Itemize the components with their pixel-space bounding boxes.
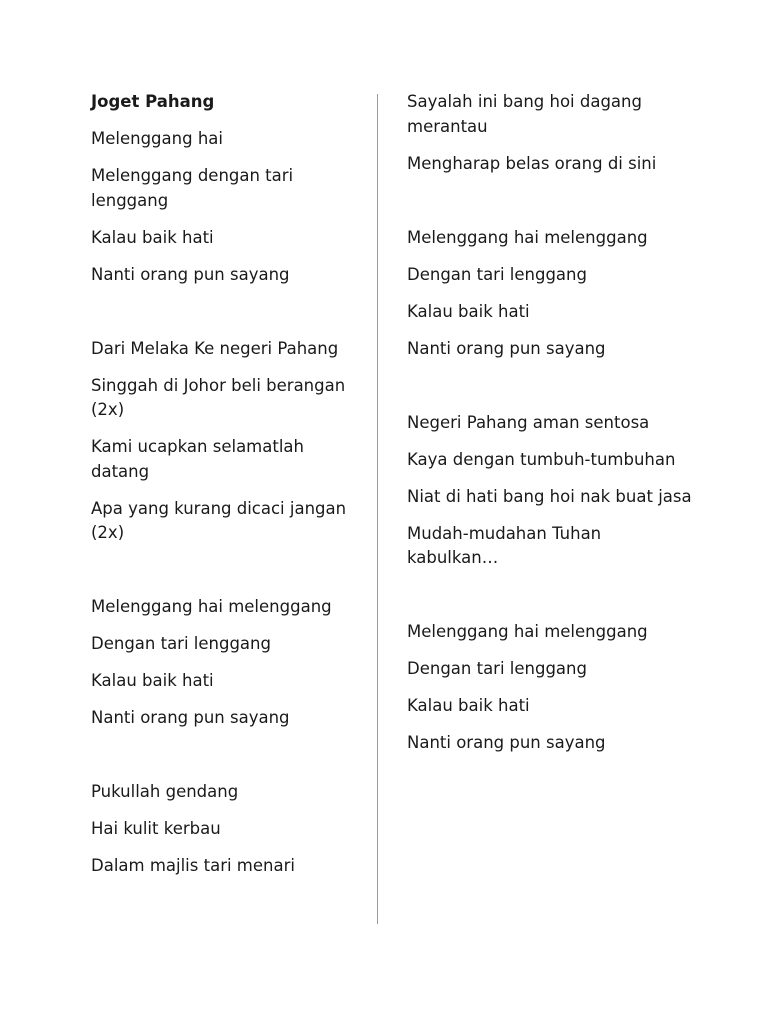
stanza-break: [91, 558, 366, 583]
lyric-line: Dengan tari lenggang: [407, 264, 587, 284]
stanza-break: [91, 743, 366, 768]
lyric-line: Singgah di Johor beli berangan (2x): [91, 375, 346, 419]
lyric-line: Melenggang hai melenggang: [407, 622, 648, 641]
lyric-line: Kalau baik hati: [91, 227, 214, 247]
lyric-line: Melenggang dengan tari lenggang: [91, 166, 294, 210]
lyric-line: Nanti orang pun sayang: [91, 708, 290, 727]
column-divider: [377, 94, 378, 924]
stanza-break: [91, 300, 366, 325]
lyric-line: Kaya dengan tumbuh-tumbuhan: [407, 449, 676, 469]
lyric-line: Kalau baik hati: [91, 671, 214, 690]
lyric-line: Dengan tari lenggang: [91, 634, 271, 653]
stanza-break: [407, 189, 697, 214]
lyric-line: Kalau baik hati: [407, 301, 530, 321]
lyric-line: Sayalah ini bang hoi dagang merantau: [407, 92, 642, 136]
left-column: [91, 90, 366, 891]
right-column-lines: [407, 90, 697, 756]
lyric-line: Mudah-mudahan Tuhan kabulkan…: [407, 523, 602, 567]
lyric-line: Melenggang hai melenggang: [407, 227, 648, 247]
stanza-break: [407, 583, 697, 608]
lyric-line: Apa yang kurang dicaci jangan (2x): [91, 498, 347, 542]
lyric-line: Dari Melaka Ke negeri Pahang: [91, 338, 339, 358]
song-title: Joget Pahang: [91, 92, 215, 111]
lyric-line: Dalam majlis tari menari: [91, 856, 295, 875]
lyric-line: Kami ucapkan selamatlah datang: [91, 437, 304, 481]
stanza-break: [407, 374, 697, 399]
lyric-line: Mengharap belas orang di sini: [407, 153, 657, 173]
lyric-line: Nanti orang pun sayang: [407, 338, 606, 358]
lyric-line: Dengan tari lenggang: [407, 659, 587, 678]
right-column: [407, 90, 697, 768]
lyric-line: Nanti orang pun sayang: [91, 264, 290, 284]
lyric-line: Nanti orang pun sayang: [407, 733, 606, 752]
lyric-line: Hai kulit kerbau: [91, 819, 221, 838]
lyric-line: Pukullah gendang: [91, 782, 239, 801]
lyric-line: Melenggang hai melenggang: [91, 597, 332, 616]
left-column-lines: [91, 127, 366, 879]
lyric-line: Melenggang hai: [91, 129, 223, 148]
lyric-line: Niat di hati bang hoi nak buat jasa: [407, 486, 692, 506]
lyric-line: Negeri Pahang aman sentosa: [407, 412, 650, 432]
lyric-line: Kalau baik hati: [407, 696, 530, 715]
